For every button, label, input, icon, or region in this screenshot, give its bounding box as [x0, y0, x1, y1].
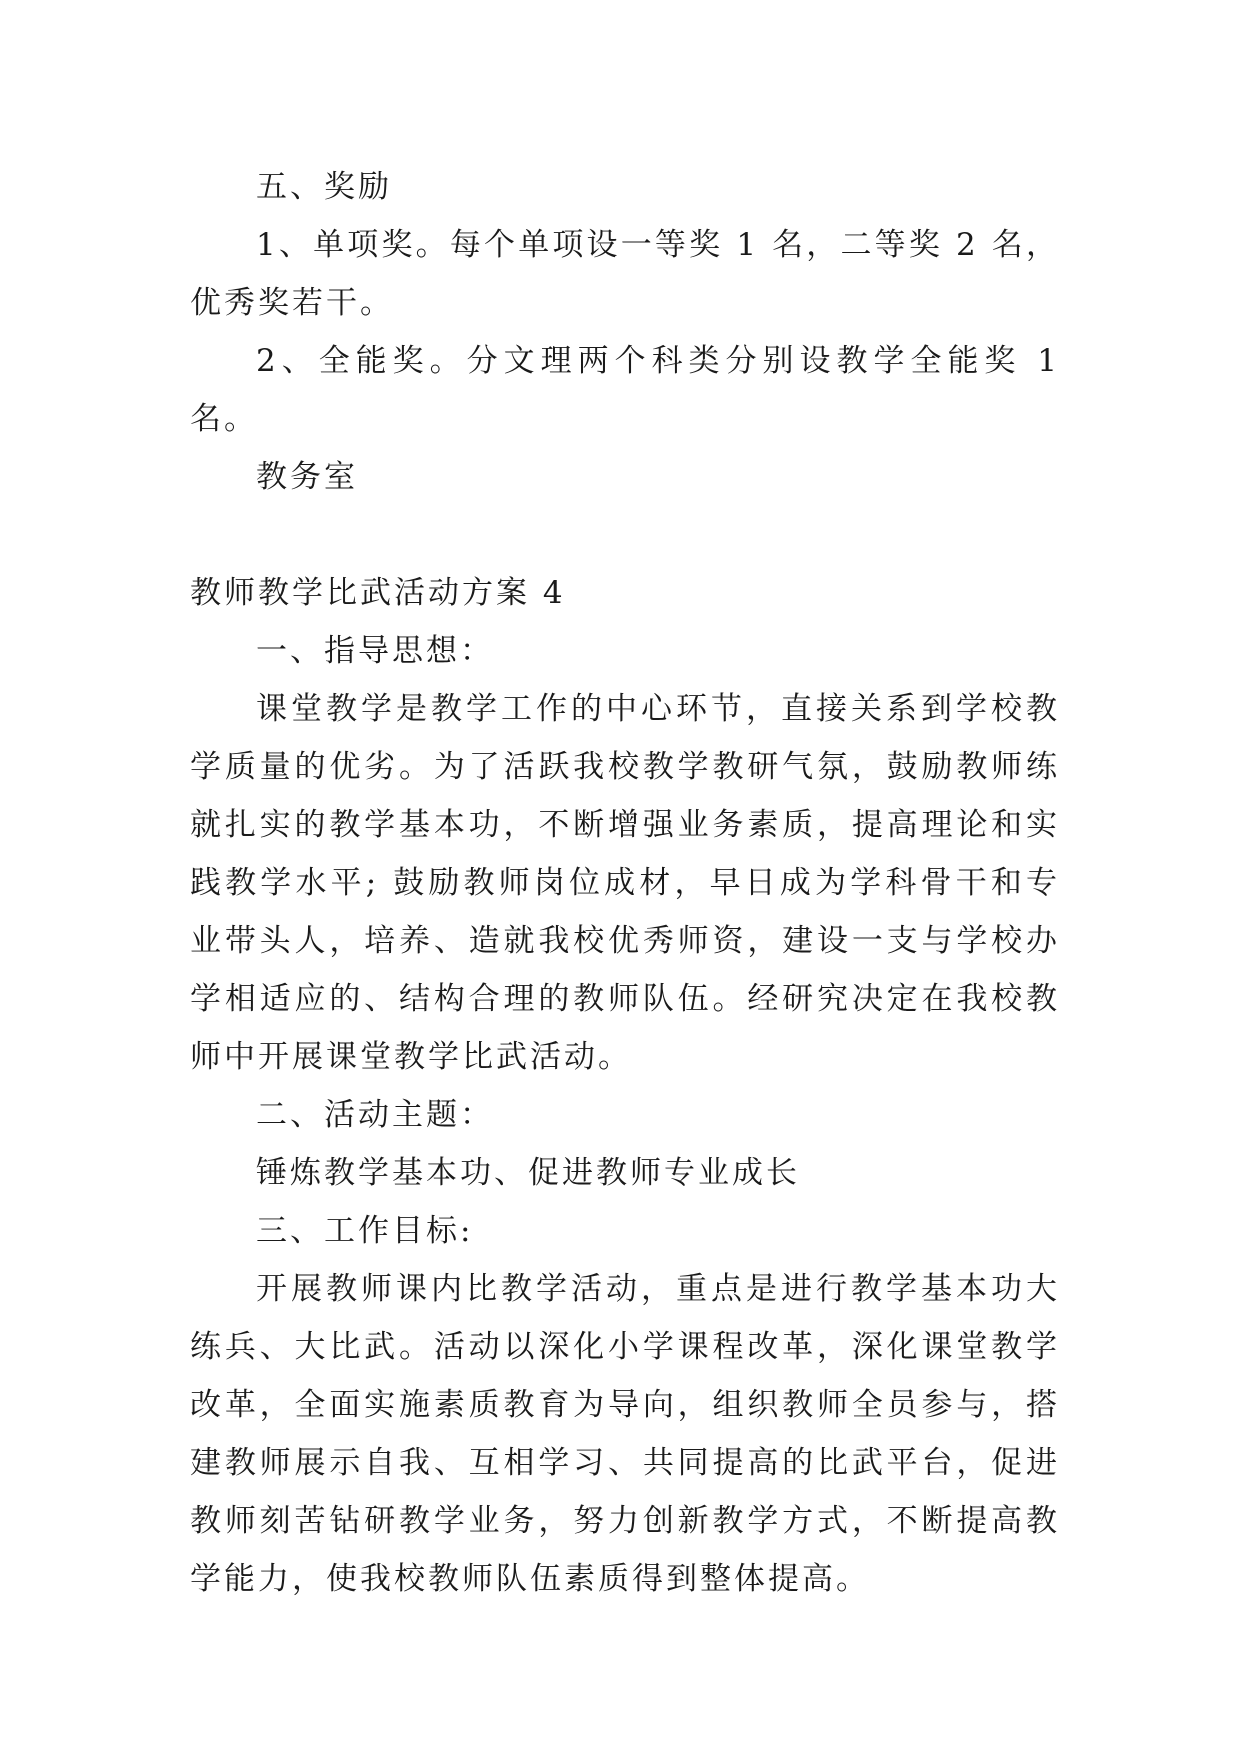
section-heading-goals: 三、工作目标: — [256, 1213, 474, 1249]
document-body — [190, 158, 1060, 1608]
reward-item-allround: 2、全能奖。分文理两个科类分别设教学全能奖 1 名。 — [190, 343, 1060, 437]
paragraph-guiding-thought: 课堂教学是教学工作的中心环节，直接关系到学校教学质量的优劣。为了活跃我校教学教研气氛，鼓励教师练就扎实的教学基本功，不断增强业务素质，提高理论和实践教学水平; 鼓励教师岗位成材，早日成为学科骨干和专业带头人，培养、造就我校优秀师资，建设一支与学校办学相适应的、结构合理的教师队伍。经研究决定在我校教师中开展课堂教学比武活动。 — [190, 691, 1060, 1075]
section-heading-guiding-thought: 一、指导思想： — [256, 633, 494, 669]
section-spacer — [190, 506, 1060, 564]
signature-office: 教务室 — [256, 459, 358, 495]
reward-item-single: 1、单项奖。每个单项设一等奖 1 名，二等奖 2 名，优秀奖若干。 — [190, 227, 1060, 321]
plan-title: 教师教学比武活动方案 4 — [190, 575, 566, 611]
section-heading-theme: 二、活动主题： — [256, 1097, 494, 1133]
paragraph-theme: 锤炼教学基本功、促进教师专业成长 — [256, 1155, 800, 1191]
paragraph-goals: 开展教师课内比教学活动，重点是进行教学基本功大练兵、大比武。活动以深化小学课程改革，深化课堂教学改革，全面实施素质教育为导向，组织教师全员参与，搭建教师展示自我、互相学习、共同提高的比武平台，促进教师刻苦钻研教学业务，努力创新教学方式，不断提高教学能力，使我校教师队伍素质得到整体提高。 — [190, 1271, 1060, 1597]
section-heading-rewards: 五、奖励 — [256, 169, 392, 205]
